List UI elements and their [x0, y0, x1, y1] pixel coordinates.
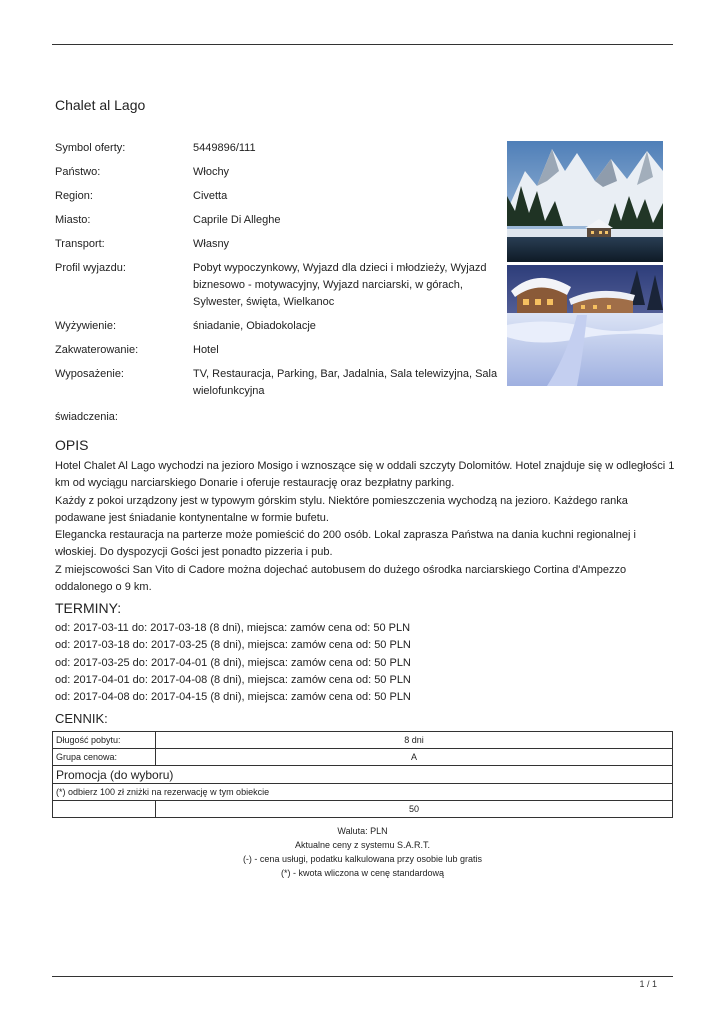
info-value: Hotel [193, 344, 219, 356]
term-item: od: 2017-03-25 do: 2017-04-01 (8 dni), miejsca: zamów cena od: 50 PLN [55, 656, 411, 669]
info-value: 5449896/111 [193, 142, 256, 154]
info-row-city [55, 212, 505, 229]
opis-heading: OPIS [55, 437, 89, 453]
info-row-region [55, 188, 505, 205]
info-label: Profil wyjazdu: [55, 262, 126, 274]
info-value: Civetta [193, 190, 228, 202]
offer-info [55, 140, 505, 407]
bottom-rule [52, 976, 673, 977]
term-item: od: 2017-03-11 do: 2017-03-18 (8 dni), miejsca: zamów cena od: 50 PLN [55, 622, 411, 634]
price-value: 50 [156, 801, 673, 818]
price-label [53, 801, 156, 818]
table-row [53, 801, 673, 818]
info-row-country [55, 164, 505, 181]
table-row [53, 784, 673, 801]
top-rule [52, 44, 673, 45]
term-item: od: 2017-04-08 do: 2017-04-15 (8 dni), miejsca: zamów cena od: 50 PLN [55, 691, 411, 704]
opis-paragraph: Hotel Chalet Al Lago wychodzi na jezioro Mosigo i wznoszące się w oddali szczyty Dolomitów. Hotel znajduje się w odległości 1 km od wyciągu narciarskiego Donarie i oferuje restaurację oraz bezpłatny parking. [55, 460, 675, 490]
info-value: Caprile Di Alleghe [193, 214, 281, 226]
hotel-snow-photo [507, 265, 663, 386]
info-row-transport [55, 236, 505, 253]
info-value: TV, Restauracja, Parking, Bar, Jadalnia, Sala telewizyjna, Sala wielofunkcyjna [193, 368, 498, 397]
info-label: Transport: [55, 238, 105, 250]
opis-paragraph: Elegancka restauracja na parterze może pomieścić do 200 osób. Lokal zaprasza Państwa na dania kuchni regionalnej i włoskiej. Do dyspozycji Gości jest ponadto pizzeria i pub. [55, 529, 636, 559]
terminy-list [55, 620, 675, 706]
page-number: 1 / 1 [639, 979, 657, 989]
table-row [53, 732, 673, 749]
asterisk-note: (*) - kwota wliczona w cenę standardową [280, 868, 445, 878]
source-note: Aktualne ceny z systemu S.A.R.T. [294, 840, 431, 850]
opis-paragraph: Z miejscowości San Vito di Cadore można dojechać autobusem do dużego ośrodka narciarskiego Cortina d'Ampezzo oddalonego o 9 km. [55, 563, 627, 594]
info-label: Region: [55, 190, 93, 202]
info-value: Własny [193, 238, 230, 250]
price-table [52, 731, 673, 818]
duration-label: Długość pobytu: [53, 732, 156, 749]
terminy-heading: TERMINY: [55, 600, 122, 616]
opis-text [55, 458, 675, 596]
footer-notes [0, 824, 725, 880]
price-group-label: Grupa cenowa: [53, 749, 156, 766]
info-row-board [55, 318, 505, 335]
info-label: Symbol oferty: [55, 142, 126, 154]
info-label: Państwo: [55, 166, 101, 178]
term-item: od: 2017-04-01 do: 2017-04-08 (8 dni), miejsca: zamów cena od: 50 PLN [55, 673, 411, 686]
info-label: Wyżywienie: [55, 320, 117, 332]
info-value: śniadanie, Obiadokolacje [193, 320, 316, 332]
term-item: od: 2017-03-18 do: 2017-03-25 (8 dni), miejsca: zamów cena od: 50 PLN [55, 639, 411, 652]
table-row [53, 766, 673, 784]
info-label: Zakwaterowanie: [55, 344, 139, 356]
info-row-amenities [55, 366, 505, 400]
info-row-accommodation [55, 342, 505, 359]
offer-title: Chalet al Lago [55, 97, 146, 113]
duration-value: 8 dni [156, 732, 673, 749]
currency-note: Waluta: PLN [337, 826, 388, 836]
promo-label: Promocja (do wyboru) [53, 766, 673, 784]
info-value: Włochy [193, 166, 230, 178]
info-value: Pobyt wypoczynkowy, Wyjazd dla dzieci i młodzieży, Wyjazd biznesowo - motywacyjny, Wyjazd narciarski, w górach, Sylwester, święta, Wielkanoc [193, 262, 487, 308]
price-group-value: A [156, 749, 673, 766]
swiadczenia-label: świadczenia: [55, 411, 118, 423]
opis-paragraph: Każdy z pokoi urządzony jest w typowym górskim stylu. Niektóre pomieszczenia wychodzą na jezioro. Każdego ranka podawane jest śniadanie kontynentalne w formie bufetu. [55, 494, 628, 524]
info-label: Miasto: [55, 214, 91, 226]
table-row [53, 749, 673, 766]
info-row-profile [55, 260, 505, 311]
dash-note: (-) - cena usługi, podatku kalkulowana przy osobie lub gratis [242, 854, 483, 864]
cennik-heading: CENNIK: [55, 711, 108, 726]
promo-note: (*) odbierz 100 zł zniżki na rezerwację w tym obiekcie [53, 784, 673, 801]
hotel-lake-photo [507, 141, 663, 262]
info-label: Wyposażenie: [55, 368, 124, 380]
info-row-symbol [55, 140, 505, 157]
